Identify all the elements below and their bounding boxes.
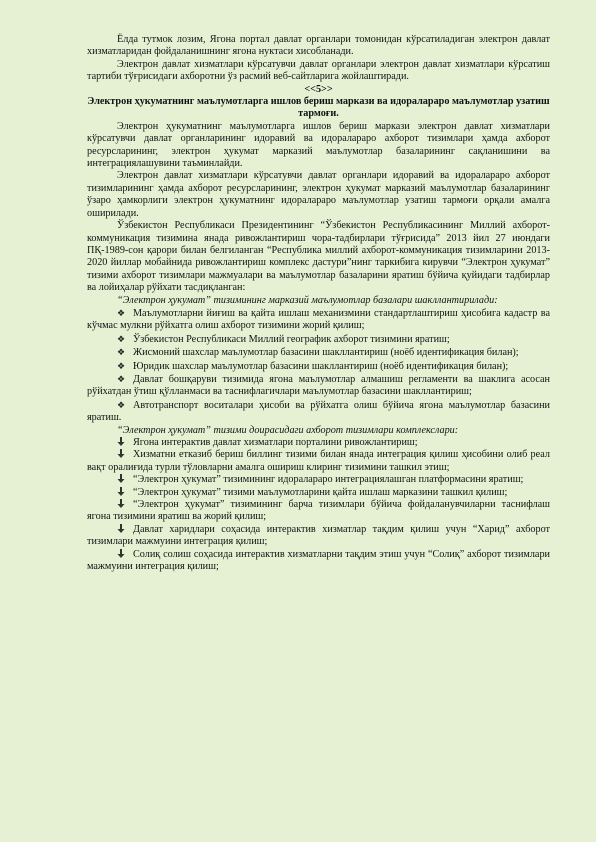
list-item xyxy=(87,399,550,425)
diamond-bullet-icon: ❖ xyxy=(117,360,126,371)
down-arrow-bullet-icon xyxy=(117,449,125,457)
bullet-list-databases xyxy=(87,307,550,425)
list-item-text: Ўзбекистон Республикаси Миллий географик ахборот тизимини яратиш; xyxy=(133,333,450,345)
bullet-list-systems xyxy=(87,437,550,573)
list-item xyxy=(87,474,550,486)
list-item-text: Маълумотларни йиғиш ва қайта ишлаш механизмини стандартлаштириш ҳисобига кадастр ва кўчмас мулкни рўйхатга олиш ахборот тизимини жорий қилиш; xyxy=(87,307,550,332)
paragraph: Электрон давлат хизматлари кўрсатувчи давлат органлари идоравий ва идоралараро ахборот тизимларининг ҳамда ахборот ресурсларининг, электрон ҳукумат марказий маълумотлар базаларининг ўзаро ҳамкорлиги электрон ҳукуматнинг идоралараро маълумотлар узатиш тармоғи орқали амалга оширилади. xyxy=(87,170,550,219)
section-heading: Электрон ҳукуматнинг маълумотларга ишлов бериш маркази ва идораларaро маълумотлар узатиш тармоғи. xyxy=(87,96,550,120)
list-item xyxy=(87,549,550,574)
list-item-text: Жисмоний шахслар маълумотлар базасини шакллантириш (ноёб идентификация билан); xyxy=(133,347,519,359)
list-item xyxy=(87,360,550,373)
paragraph: Ёлда тутмок лозим, Ягона портал давлат органлари томонидан кўрсатиладиган электрон давлат хизматларидан фойдаланишнинг ягона нуктаси хисобланади. xyxy=(87,34,550,58)
list-item-text: Автотранспорт воситалари ҳисоби ва рўйхатга олиш бўйича ягона маълумотлар базасини яратиш. xyxy=(87,399,550,424)
diamond-bullet-icon: ❖ xyxy=(117,347,126,358)
list-item xyxy=(87,449,550,474)
list-item xyxy=(87,487,550,499)
down-arrow-bullet-icon xyxy=(117,474,125,482)
list-item-text: Давлат харидлари соҳасида интерактив хизматлар тақдим қилиш учун “Харид” ахборот тизимлари мажмуини интеграция қилиш; xyxy=(87,523,550,548)
list-item xyxy=(87,333,550,346)
down-arrow-bullet-icon xyxy=(117,549,125,557)
paragraph: Электрон ҳукуматнинг маълумотларга ишлов бериш маркази электрон давлат хизматлари кўрсатувчи давлат органларининг идоравий ва идоралараро ахборот тизимлари ҳамда ахборот ресурсларининг, электрон ҳукумат марказий маълумотлар базаларининг сақланишини ва интеграциялашувини таъминлайди. xyxy=(87,120,550,170)
document-body xyxy=(87,34,550,573)
list-item-text: Солиқ солиш соҳасида интерактив хизматларни тақдим этиш учун “Солиқ” ахборот тизимлари мажмуини интеграция қилиш; xyxy=(87,548,550,573)
paragraph: Ўзбекистон Республикаси Президентининг “Ўзбекистон Республикасининг Миллий ахборот-коммуникация тизимина янада ривожлантириш чора-тадбирлари тўғрисида” 2013 йил 27 июндаги ПҚ-1989-сон қарори билан белгиланган “Республика миллий ахборот-коммуникация тизимларини 2013-2020 йиллар мобайнида ривожлантириш комплекс дастури”нинг таркибига кирувчи “Электрон ҳукумат” тизими ахборот тизимлари мажмуалари ва маълумотлар базаларини яратиш бўйича қуйидаги тадбирлар ва лойиҳалар рўйхати тасдиқланган: xyxy=(87,220,550,294)
diamond-bullet-icon: ❖ xyxy=(117,307,126,318)
diamond-bullet-icon: ❖ xyxy=(117,373,126,384)
list-item-text: “Электрон ҳукумат” тизимининг барча тизимлари бўйича фойдаланувчиларни таснифлаш ягона тизимини яратиш ва жорий қилиш; xyxy=(87,499,550,523)
list-item-text: Хизматни етказиб бериш биллинг тизими билан янада интеграция қилиш ҳисобини олиб реал вақт оралиғида турли тўловларни амалга ошириш клиринг тизимини ташкил этиш; xyxy=(87,449,550,473)
list-item xyxy=(87,499,550,524)
list-item xyxy=(87,307,550,333)
diamond-bullet-icon: ❖ xyxy=(117,399,126,410)
diamond-bullet-icon: ❖ xyxy=(117,333,126,344)
down-arrow-bullet-icon xyxy=(117,437,125,445)
list-item-text: Давлат бошқаруви тизимида ягона маълумотлар алмашиш регламенти ва шаклига асосан рўйхатдан ўтиш қўлланмаси ва таснифлагичлари маълумотлар базасини шакллантириш; xyxy=(87,373,550,398)
list-item-text: “Электрон ҳукумат” тизимининг идоралараро интеграциялашган платформасини яратиш; xyxy=(133,474,524,486)
list-item-text: Ягона интерактив давлат хизматлари порталини ривожлантириш; xyxy=(133,437,418,448)
list-item xyxy=(87,373,550,399)
list-item xyxy=(87,346,550,359)
list-item xyxy=(87,524,550,549)
paragraph: Электрон давлат хизматлари кўрсатувчи давлат органлари электрон давлат хизматлари кўрсатиш тартиби тўғрисидаги ахборотни ўз расмий веб-сайтларига жойлаштиради. xyxy=(87,58,550,83)
list-item-text: Юридик шахслар маълумотлар базасини шакллантириш (ноёб идентификация билан); xyxy=(133,360,509,372)
down-arrow-bullet-icon xyxy=(117,524,125,532)
down-arrow-bullet-icon xyxy=(117,487,125,495)
subheading: “Электрон ҳукумат” тизими доирасидаги ахборот тизимлари комплекслари: xyxy=(117,424,459,436)
subheading: “Электрон ҳукумат” тизимининг марказий маълумотлар базалари шакллантирилади: xyxy=(117,294,498,306)
down-arrow-bullet-icon xyxy=(117,499,125,507)
list-item xyxy=(87,437,550,449)
list-item-text: “Электрон ҳукумат” тизими маълумотларини қайта ишлаш марказини ташкил қилиш; xyxy=(133,486,508,498)
section-number: <<5>> xyxy=(304,83,333,95)
